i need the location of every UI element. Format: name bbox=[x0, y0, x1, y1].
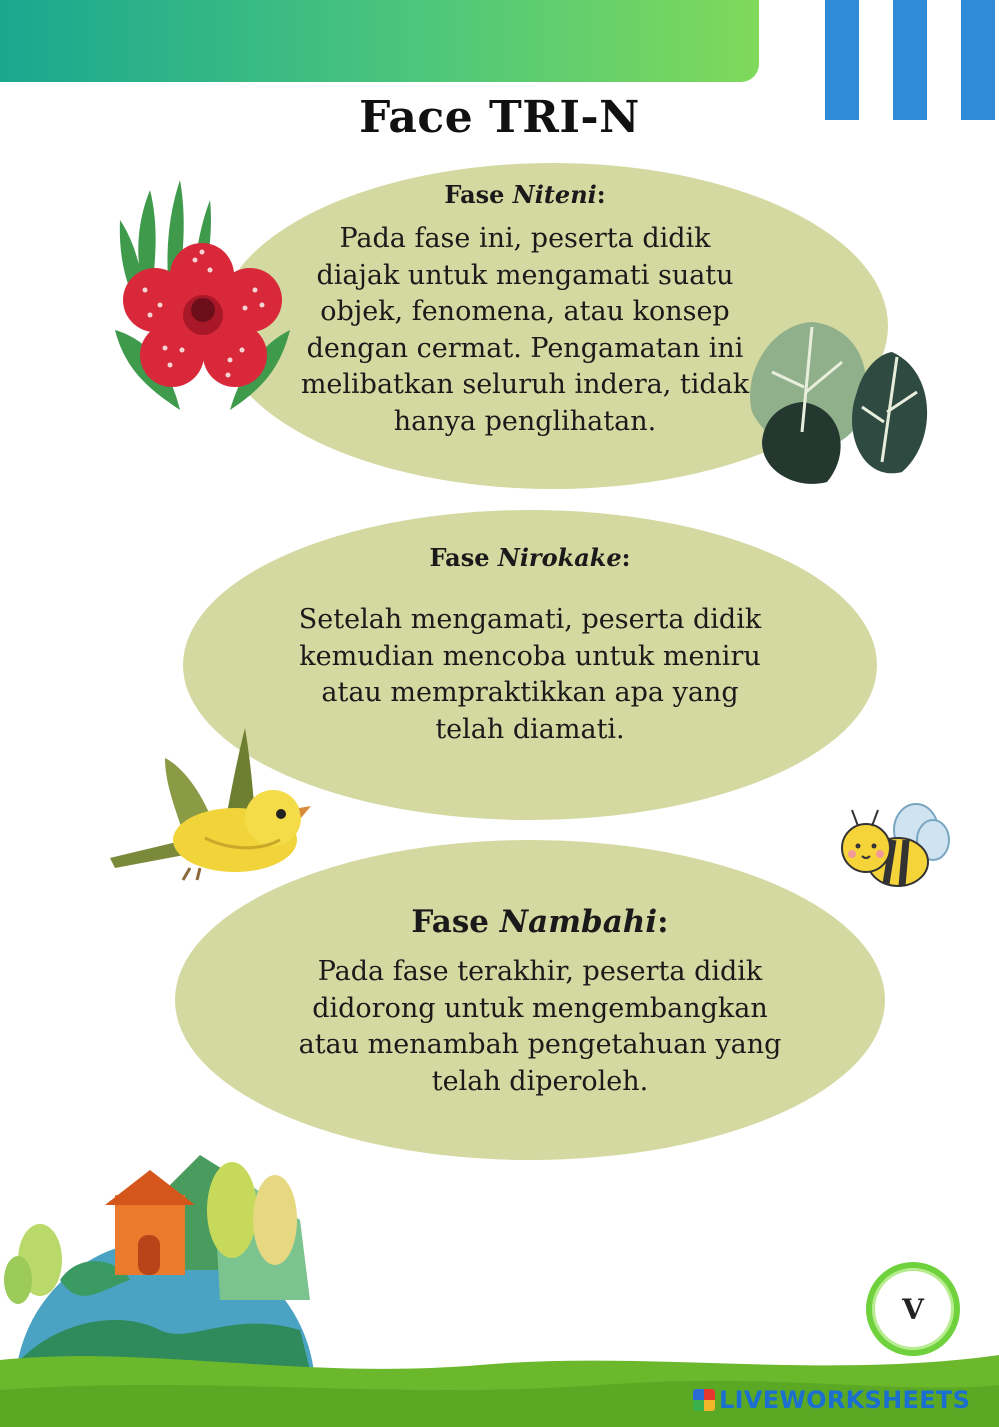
phase-description: Pada fase ini, peserta didik diajak untuk mengamati suatu objek, fenomena, atau konsep dengan cermat. Pengamatan ini melibatkan seluruh indera, tidak hanya penglihatan. bbox=[300, 223, 750, 437]
phase-nirokake bbox=[285, 543, 775, 748]
liveworksheets-logo-icon bbox=[693, 1389, 715, 1411]
phase-description: Setelah mengamati, peserta didik kemudian mencoba untuk meniru atau mempraktikkan apa yang telah diamati. bbox=[298, 604, 762, 745]
phase-niteni bbox=[300, 180, 750, 440]
phase-description: Pada fase terakhir, peserta didik didorong untuk mengembangkan atau menambah pengetahuan yang telah diperoleh. bbox=[298, 956, 782, 1097]
phase-heading: Fase Nambahi: bbox=[411, 904, 669, 940]
page-title: Face TRI-N bbox=[359, 92, 640, 143]
page-number-badge: V bbox=[866, 1262, 960, 1356]
phase-heading: Fase Nirokake: bbox=[429, 543, 631, 572]
phase-nambahi bbox=[290, 904, 790, 1100]
rafflesia-flower-icon bbox=[110, 180, 295, 415]
top-banner bbox=[0, 0, 759, 82]
monstera-leaf-icon bbox=[742, 312, 937, 492]
phase-heading: Fase Niteni: bbox=[444, 180, 606, 209]
liveworksheets-watermark: LIVEWORKSHEETS bbox=[693, 1386, 970, 1414]
bee-icon bbox=[838, 800, 950, 895]
bird-icon bbox=[105, 728, 315, 886]
earth-village-illustration bbox=[0, 1150, 330, 1370]
